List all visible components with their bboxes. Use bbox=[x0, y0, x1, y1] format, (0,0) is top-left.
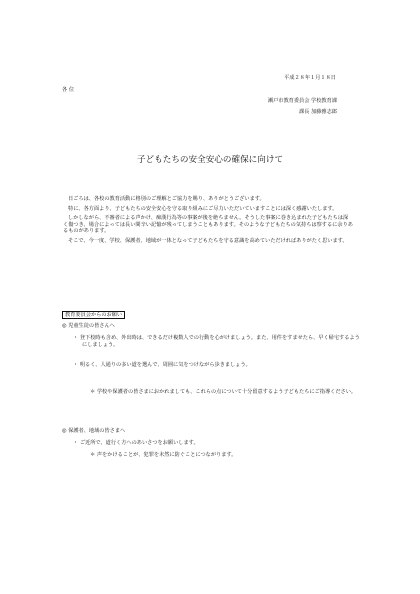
addressee: 各 位 bbox=[62, 87, 75, 93]
intro-paragraph-1: 日ごろは、各校の教育活動に格別のご理解とご協力を賜り、ありがとうございます。 bbox=[68, 196, 265, 202]
guardians-note: ＊ 声をかけることが、犯罪を未然に防ぐことにつながります。 bbox=[90, 452, 237, 458]
students-bullet-1: ・ 登下校時も含め、外出時は、できるだけ複数人での行動を心がけましょう。また、用件をすませたら、早く帰宅するようにしましょう。 bbox=[73, 335, 360, 348]
sender-organization: 瀬戸市教育委員会 学校教育課 bbox=[267, 98, 337, 104]
students-heading: ◎ 児童生徒の皆さんへ bbox=[62, 323, 115, 329]
students-note: ＊ 学校や保護者の皆さまにおかれましても、これらの点について十分留意するよう子どもたちにご指導ください。 bbox=[90, 389, 357, 395]
document-title: 子どもたちの安全安心の確保に向けて bbox=[136, 155, 284, 165]
guardians-bullet-1: ・ ご近所で、道行く方へのあいさつをお願いします。 bbox=[73, 440, 199, 446]
intro-paragraph-2: 特に、各方面より、子どもたちの安全安心を守る取り組みにご尽力いただいていますことには深く感謝いたします。 bbox=[68, 205, 338, 212]
guardians-heading: ◎ 保護者、地域の皆さまへ bbox=[62, 428, 126, 434]
date: 平成２８年１月１８日 bbox=[284, 75, 336, 81]
intro-paragraph-3: しかしながら、不審者による声かけ、痴漢行為等の事案が後を絶ちません。そうした事案に巻き込まれた子どもたちは深く傷つき、場合によっては長い間辛い記憶が残ってしまうこともあります。そのような子どもたちの気持ちは察するに余りあるものがあります。 bbox=[63, 215, 353, 234]
request-box: 教育委員会からのお願い bbox=[62, 311, 125, 319]
students-bullet-2: ・ 明るく、人通りの多い道を選んで、周囲に気をつけながら歩きましょう。 bbox=[73, 362, 251, 368]
intro-section bbox=[63, 196, 353, 244]
sender-name: 課長 加藤雅志郎 bbox=[299, 109, 337, 115]
intro-paragraph-4: そこで、今一度、学校、保護者、地域が一体となって子どもたちを守る意識を高めていただければありがたく思います。 bbox=[68, 237, 348, 244]
